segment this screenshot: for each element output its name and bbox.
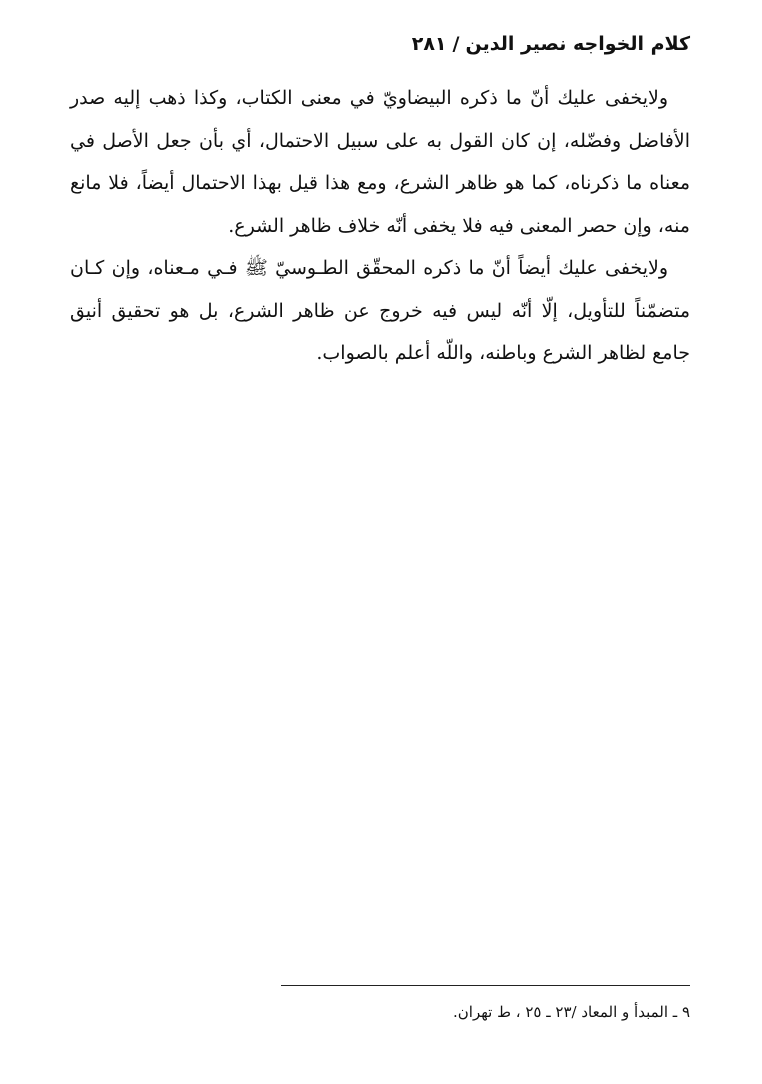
footnote-divider: [281, 985, 690, 986]
running-header: [412, 30, 690, 58]
footnote: ٩ ـ المبدأ و المعاد /٢٣ ـ ٢٥ ، ط تهران.: [453, 1003, 690, 1021]
paragraph: ولايخفى عليك أنّ ما ذكره البيضاويّ في معنى الكتاب، وكذا ذهب إليه صدر الأفاضل وفضّله، إن كان القول به على سبيل الاحتمال، أي بأن جعل الأصل في معناه ما ذكرناه، كما هو ظاهر الشرع، ومع هذا قيل بهذا الاحتمال أيضاً، فلا مانع منه، وإن حصر المعنى فيه فلا يخفى أنّه خلاف ظاهر الشرع.: [70, 87, 690, 237]
header-title: كلام الخواجه نصير الدين: [465, 33, 690, 55]
page-number: ٢٨١: [411, 33, 447, 55]
paragraph: ولايخفى عليك أيضاً أنّ ما ذكره المحقّق الطـوسيّ ﷺ فـي مـعناه، وإن كـان متضمّناً للتأويل، إلّا أنّه ليس فيه خروج عن ظاهر الشرع، بل هو تحقيق أنيق جامع لظاهر الشرع وباطنه، واللّه أعلم بالصواب.: [70, 257, 690, 364]
body-text: [70, 77, 690, 375]
header-separator: /: [452, 33, 460, 55]
